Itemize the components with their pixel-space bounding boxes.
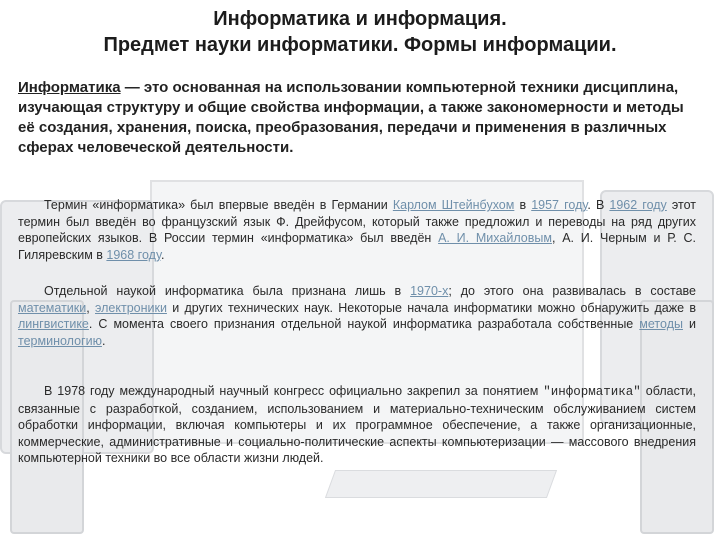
paragraph-history: Термин «информатика» был впервые введён в Германии Карлом Штейнбухом в 1957 году. В 1962 году этот термин был введён во французский язык Ф. Дрейфусом, который также предложил и переводы на ряд других европейских языков. В России термин «информатика» был введён А. И. Михайловым, А. И. Черным и Р. С. Гиляревским в 1968 году.: [18, 198, 697, 262]
link-1970s[interactable]: 1970-х: [410, 284, 449, 298]
link-steinbuch[interactable]: Карлом Штейнбухом: [392, 198, 515, 212]
link-mathematics[interactable]: математики: [18, 300, 87, 315]
link-1968[interactable]: 1968 году: [106, 247, 161, 262]
definition-text: — это основанная на использовании компьютерной техники дисциплина, изучающая структуру и общие свойства информации, а также закономерности и методы её создания, хранения, поиска, преобразования, передачи и применения в различных сферах человеческой деятельности.: [18, 79, 684, 156]
quoted-term: "информатика": [543, 385, 641, 399]
link-mikhailov[interactable]: А. И. Михайловым: [438, 231, 552, 245]
page-title: [0, 6, 720, 58]
definition-term: Информатика: [18, 79, 121, 96]
link-methods[interactable]: методы: [639, 317, 683, 331]
paragraph-science: Отдельной наукой информатика была признана лишь в 1970-х; до этого она развивалась в составе математики, электроники и других технических наук. Некоторые начала информатики можно обнаружить даже в лингвистике. С момента своего признания отдельной наукой информатика разработала собственные методы и терминологию.: [18, 284, 696, 348]
link-linguistics[interactable]: лингвистике: [18, 317, 89, 331]
link-1957[interactable]: 1957 году: [531, 198, 588, 212]
title-line-2: Предмет науки информатики. Формы информации.: [103, 34, 617, 56]
link-1962[interactable]: 1962 году: [609, 198, 667, 212]
paragraph-1978: В 1978 году международный научный конгресс официально закрепил за понятием "информатика" области, связанные с разработкой, созданием, использованием и материально-техническим обслуживанием систем обработки информации, включая компьютеры и их программное обеспечение, а также организационные, коммерческие, административные и социально-политические аспекты компьютеризации — массового внедрения компьютерной техники во все области жизни людей.: [18, 384, 697, 465]
definition-paragraph: [18, 78, 704, 158]
title-line-1: Информатика и информация.: [213, 8, 507, 30]
link-electronics[interactable]: электроники: [95, 300, 167, 315]
link-terminology[interactable]: терминологию: [18, 333, 102, 348]
